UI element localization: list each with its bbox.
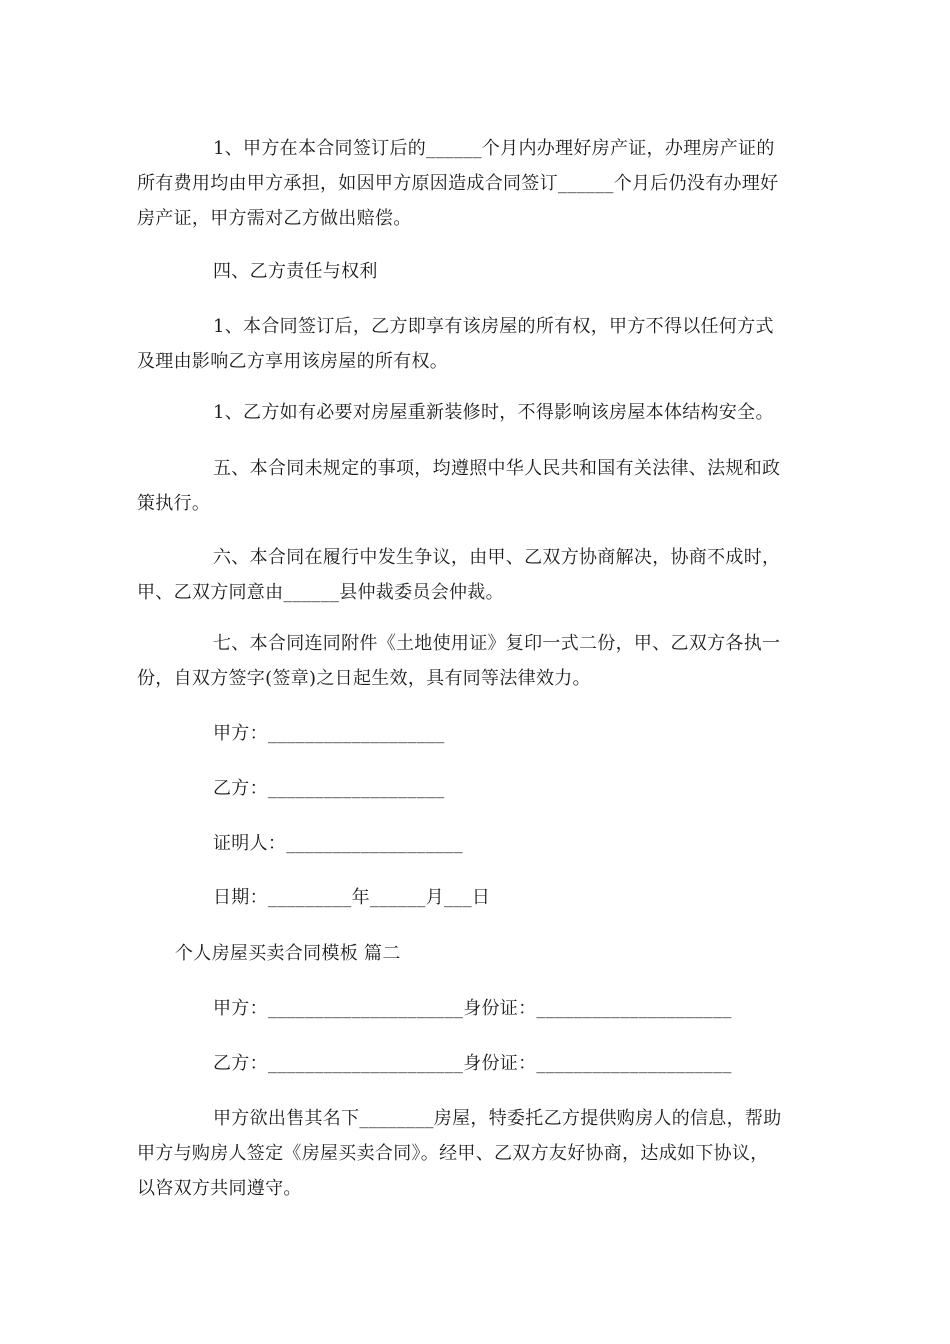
- text-line: 1、甲方在本合同签订后的______个月内办理好房产证，办理房产证的: [213, 138, 775, 159]
- text-line: 以咨双方共同遵守。: [137, 1178, 302, 1199]
- signature-line: 证明人：___________________: [213, 833, 463, 854]
- paragraph-law: [137, 451, 813, 521]
- paragraph-dispute: [137, 540, 813, 610]
- party-line: 甲方：_____________________身份证：_____________________: [213, 998, 732, 1019]
- text-line: 七、本合同连同附件《土地使用证》复印一式二份，甲、乙双方各执一: [213, 633, 781, 654]
- paragraph-entrust: [137, 1101, 813, 1206]
- text-line: 1、乙方如有必要对房屋重新装修时，不得影响该房屋本体结构安全。: [213, 402, 774, 423]
- paragraph-renovation: [137, 395, 813, 430]
- signature-date: [137, 880, 813, 915]
- signature-witness: [137, 826, 813, 861]
- party-b-info: [137, 1046, 813, 1081]
- text-line: 份，自双方签字(签章)之日起生效，具有同等法律效力。: [137, 668, 591, 689]
- party-line: 乙方：_____________________身份证：_____________________: [213, 1053, 732, 1074]
- paragraph-copies: [137, 626, 813, 696]
- text-line: 策执行。: [137, 493, 211, 514]
- document-subtitle: 个人房屋买卖合同模板 篇二: [175, 943, 401, 964]
- paragraph-property-certificate: [137, 131, 813, 236]
- section-heading-4: [137, 254, 813, 289]
- text-line: 1、本合同签订后，乙方即享有该房屋的所有权，甲方不得以任何方式: [213, 316, 774, 337]
- signature-party-b: [137, 771, 813, 806]
- signature-line: 乙方：___________________: [213, 778, 445, 799]
- text-line: 房产证，甲方需对乙方做出赔偿。: [137, 208, 412, 229]
- section-heading: 四、乙方责任与权利: [213, 261, 378, 282]
- signature-party-a: [137, 716, 813, 751]
- text-line: 甲方欲出售其名下________房屋，特委托乙方提供购房人的信息，帮助: [213, 1108, 782, 1129]
- text-line: 及理由影响乙方享用该房屋的所有权。: [137, 351, 449, 372]
- text-line: 所有费用均由甲方承担，如因甲方原因造成合同签订______个月后仍没有办理好: [137, 173, 779, 194]
- party-a-info: [137, 991, 813, 1026]
- text-line: 甲、乙双方同意由______县仲裁委员会仲裁。: [137, 582, 504, 603]
- text-line: 五、本合同未规定的事项，均遵照中华人民共和国有关法律、法规和政: [213, 458, 781, 479]
- date-line: 日期：_________年______月___日: [213, 887, 491, 908]
- signature-line: 甲方：___________________: [213, 723, 445, 744]
- text-line: 甲方与购房人签定《房屋买卖合同》。经甲、乙双方友好协商，达成如下协议，: [137, 1143, 769, 1164]
- paragraph-ownership: [137, 309, 813, 379]
- text-line: 六、本合同在履行中发生争议，由甲、乙双方协商解决，协商不成时，: [213, 547, 781, 568]
